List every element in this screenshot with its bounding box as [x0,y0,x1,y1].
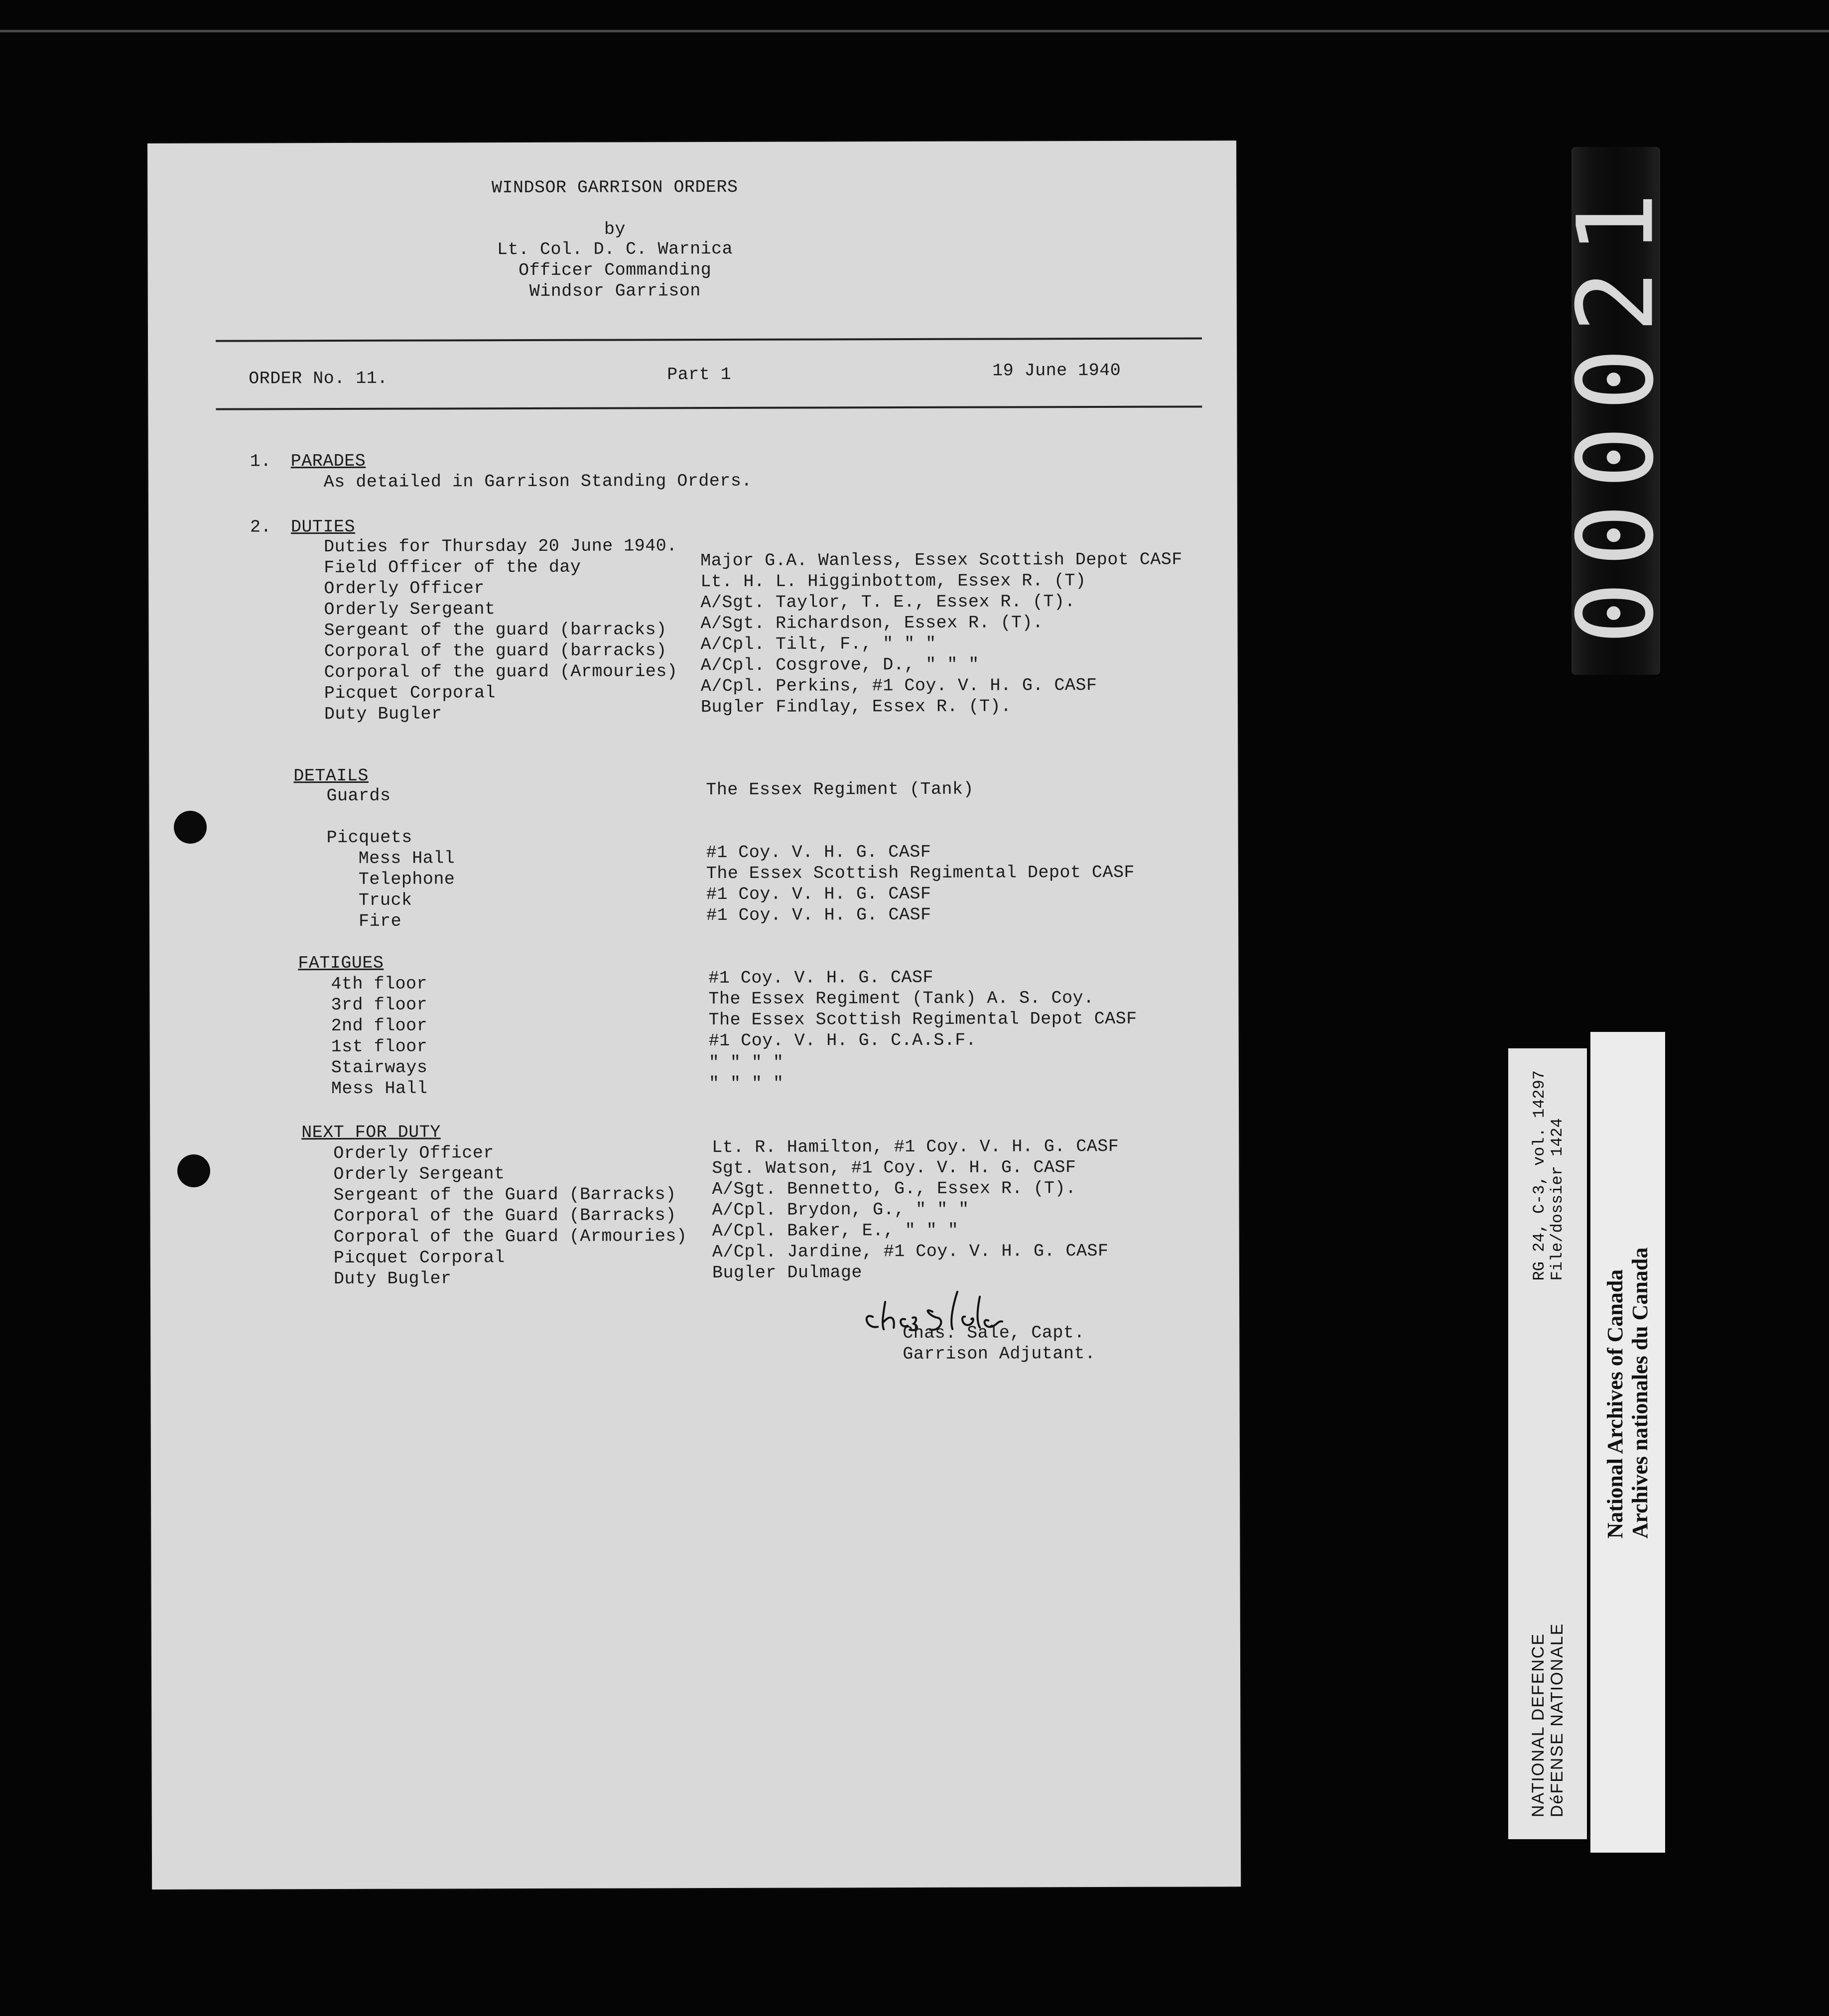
section-heading-parades: PARADES [290,451,366,472]
fatigue-location: 4th floor [331,974,428,995]
fatigue-location: 3rd floor [331,995,428,1015]
fatigue-assignee: " " " " [708,1073,784,1094]
order-number: ORDER No. 11. [249,368,388,389]
section-heading-details: DETAILS [293,765,369,786]
signoff-title: Garrison Adjutant. [903,1344,1096,1365]
picquet-assignee: #1 Coy. V. H. G. CASF [706,904,931,926]
picquet-role: Mess Hall [358,848,455,869]
fatigue-location: 2nd floor [331,1015,428,1036]
next-duty-role: Duty Bugler [333,1268,452,1289]
fatigue-location: Mess Hall [331,1078,428,1099]
order-part: Part 1 [667,364,732,385]
picquet-assignee: The Essex Scottish Regimental Depot CASF [706,862,1135,884]
next-duty-role: Picquet Corporal [333,1248,505,1268]
duty-assignee: Bugler Findlay, Essex R. (T). [700,696,1012,718]
picquet-assignee: #1 Coy. V. H. G. CASF [706,842,931,863]
archives-label [1590,1032,1665,1853]
fatigue-assignee: " " " " [708,1052,784,1073]
next-duty-assignee: A/Cpl. Baker, E., " " " [712,1220,959,1242]
duty-assignee: A/Sgt. Taylor, T. E., Essex R. (T). [700,592,1076,613]
duty-role: Duty Bugler [324,704,442,725]
department-label-text [1529,1070,1567,1817]
next-duty-role: Orderly Sergeant [333,1164,505,1185]
reference-line-1: RG 24, C-3, vol. 14297 [1530,1070,1549,1281]
department-name-fr: DéFENSE NATIONALE [1548,1623,1567,1817]
details-guards-assignee: The Essex Regiment (Tank) [706,779,974,800]
section-number-duties: 2. [250,517,272,537]
duty-assignee: Major G.A. Wanless, Essex Scottish Depot CASF [700,549,1182,571]
duty-role: Corporal of the guard (Armouries) [324,661,678,683]
order-document [147,140,1241,1890]
picquet-role: Fire [359,911,402,931]
duty-assignee: Lt. H. L. Higginbottom, Essex R. (T) [700,571,1086,592]
duty-role: Corporal of the guard (barracks) [324,640,667,662]
duty-assignee: A/Cpl. Tilt, F., " " " [700,633,936,655]
next-duty-role: Corporal of the Guard (Armouries) [333,1226,687,1248]
rule-top [216,337,1202,342]
header-by: by [604,219,626,240]
details-guards-label: Guards [326,785,391,806]
picquet-assignee: #1 Coy. V. H. G. CASF [706,883,931,905]
film-edge-line [0,30,1829,32]
header-role: Officer Commanding [519,260,712,281]
fatigue-assignee: #1 Coy. V. H. G. CASF [708,967,934,989]
next-duty-assignee: Bugler Dulmage [712,1262,863,1283]
picquet-role: Telephone [358,869,455,889]
duties-intro: Duties for Thursday 20 June 1940. [324,536,677,557]
next-duty-assignee: Lt. R. Hamilton, #1 Coy. V. H. G. CASF [712,1136,1119,1158]
header-officer: Lt. Col. D. C. Warnica [497,239,733,260]
parades-text: As detailed in Garrison Standing Orders. [323,471,752,493]
archives-label-text [1603,1248,1653,1539]
details-picquets-label: Picquets [326,827,412,848]
signoff-name: Chas. Sale, Capt. [903,1323,1085,1344]
next-duty-assignee: A/Cpl. Brydon, G., " " " [712,1199,969,1221]
frame-number: 000021 [1555,177,1677,645]
duty-role: Field Officer of the day [324,557,581,578]
duty-assignee: A/Cpl. Perkins, #1 Coy. V. H. G. CASF [700,675,1097,697]
fatigue-assignee: The Essex Scottish Regimental Depot CASF [708,1008,1137,1030]
next-duty-assignee: A/Sgt. Bennetto, G., Essex R. (T). [712,1178,1076,1200]
archives-name-en: National Archives of Canada [1603,1269,1627,1539]
next-duty-role: Orderly Officer [333,1143,494,1164]
duty-role: Orderly Officer [324,578,485,599]
rule-bottom [216,405,1202,410]
section-heading-next-for-duty: NEXT FOR DUTY [301,1122,441,1143]
section-heading-fatigues: FATIGUES [298,953,384,974]
section-heading-duties: DUTIES [290,516,356,537]
department-label [1508,1048,1587,1839]
next-duty-assignee: A/Cpl. Jardine, #1 Coy. V. H. G. CASF [712,1241,1109,1262]
section-number-parades: 1. [250,451,271,472]
fatigue-assignee: #1 Coy. V. H. G. C.A.S.F. [708,1030,977,1051]
picquet-role: Truck [358,890,412,910]
document-title: WINDSOR GARRISON ORDERS [491,177,738,198]
duty-assignee: A/Sgt. Richardson, Essex R. (T). [700,613,1044,634]
next-duty-role: Corporal of the Guard (Barracks) [333,1205,676,1227]
punch-hole [174,811,207,844]
fatigue-assignee: The Essex Regiment (Tank) A. S. Coy. [708,988,1094,1009]
department-name-en: NATIONAL DEFENCE [1529,1633,1548,1817]
duty-assignee: A/Cpl. Cosgrove, D., " " " [700,654,979,676]
punch-hole [177,1154,210,1187]
duty-role: Orderly Sergeant [324,599,496,620]
archives-name-fr: Archives nationales du Canada [1628,1247,1652,1539]
header-unit: Windsor Garrison [529,281,701,301]
next-duty-role: Sergeant of the Guard (Barracks) [333,1184,676,1206]
duty-role: Sergeant of the guard (barracks) [324,620,667,641]
fatigue-location: 1st floor [331,1036,428,1057]
frame-number-strip [1555,147,1677,675]
order-date: 19 June 1940 [992,360,1121,381]
reference-line-2: File/dossier 1424 [1548,1118,1567,1281]
duty-role: Picquet Corporal [324,683,496,704]
next-duty-assignee: Sgt. Watson, #1 Coy. V. H. G. CASF [712,1157,1076,1179]
fatigue-location: Stairways [331,1057,428,1078]
